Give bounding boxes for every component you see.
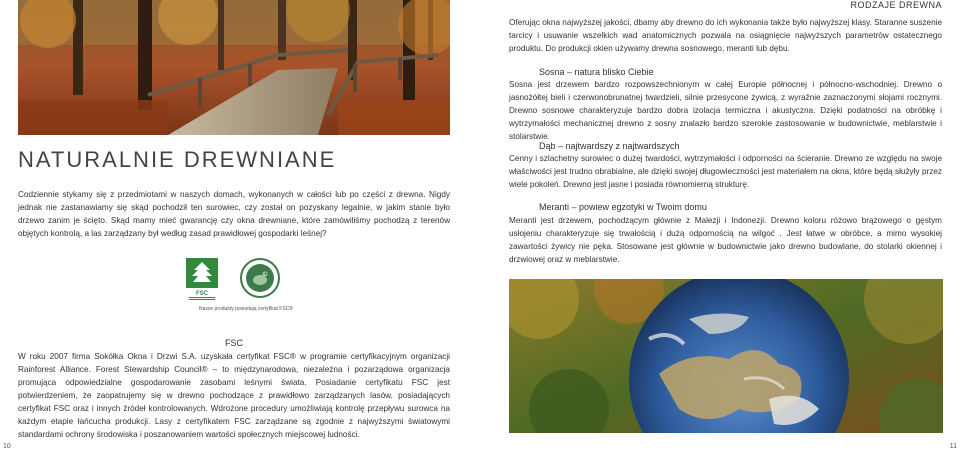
rainforest-alliance-logo xyxy=(240,258,280,298)
fsc-section-title: FSC xyxy=(225,338,243,348)
pine-subheading: Sosna – natura blisko Ciebie xyxy=(539,67,654,77)
page-number-left: 10 xyxy=(3,443,11,450)
forest-bridge-photo xyxy=(18,0,450,135)
section-title: RODZAJE DREWNA xyxy=(850,0,942,10)
page-heading: NATURALNIE DREWNIANE xyxy=(18,147,337,172)
oak-paragraph: Cenny i szlachetny surowiec o dużej twardości, wytrzymałości i odporności na ścieranie. Drewno ze względu na swoje właściwości jest trudno obrabialne, ale dzięki swojej długowieczności jest materiałem na okna, które będą służyły przez wiele pokoleń. Drewno jest jasne i posiada równomierną strukturę. xyxy=(509,154,942,189)
page-number-right: 11 xyxy=(949,443,957,450)
fsc-logo-text: FSC xyxy=(196,291,208,297)
meranti-subheading: Meranti – powiew egzotyki w Twoim domu xyxy=(539,202,707,212)
intro-paragraph: Codziennie stykamy się z przedmiotami w naszych domach, wykonanych w całości lub po części z drewna. Nigdy jednak nie zastanawiamy się skąd pochodził ten surowiec, czy został on pozyskany legalnie, w jakim stanie było drzewo zanim je ścięto. Skąd mamy mieć gwarancję czy okna drewniane, które zamówiliśmy pochodzą z terenów objętych kontrolą, a las zarządzany był według zasad prawidłowej gospodarki leśnej? xyxy=(18,190,450,238)
certificate-caption: Nasze produkty posiadają certyfikat FSC® xyxy=(198,306,293,312)
pine-paragraph: Sosna jest drzewem bardzo rozpowszechnionym w całej Europie północnej i północno-wschodniej. Drewno o jasnożółtej bieli i czerwonobrunatnej twardzieli, silnie przesycone żywicą, z wyraźnie zaznaczonymi słojami rocznymi. Drewno sosnowe charakteryzuje bardzo dobra izolacja termiczna i akustyczna. Dzięki podatności na obróbkę i wytrzymałości mechanicznej drewno z sosny znalazło bardzo szerokie zastosowanie w budownictwie, meblarstwie i stolarstwie. xyxy=(509,80,942,141)
meranti-paragraph: Meranti jest drzewem, pochodzącym głównie z Malezji i Indonezji. Drewno koloru różowo brązowego o gęstym usłojeniu charakteryzuje się trwałością i dużą odpornością na wilgoć . Jest łatwe w obróbce, a mimo wysokiej zawartości żywicy nie pęka. Stosowane jest głównie w budownictwie jako drewno budowlane, do stolarki okiennej i drzwiowej oraz w meblarstwie. xyxy=(509,216,942,264)
fsc-logo xyxy=(186,258,218,302)
oak-subheading: Dąb – najtwardszy z najtwardszych xyxy=(539,141,680,151)
fsc-paragraph: W roku 2007 firma Sokółka Okna i Drzwi S.A. uzyskała certyfikat FSC® w programie certyfikacyjnym organizacji Rainforest Alliance. Forest Stewardship Council® – to międzynarodowa, niezależna i pozarządowa organizacja promująca odpowiedzialne gospodarowanie zasobami leśnymi świata. Posiadanie certyfikatu FSC jest potwierdzeniem, że zaopatrujemy się w drewno pochodzące z prawidłowo zarządzanych lasów, posiadających certyfikat FSC oraz i innych źródeł kontrolowanych. Wdrożone procedury umożliwiają kontrolę przepływu surowca na każdym etapie łańcucha produkcji. Lasy z certyfikatem FSC zarządzane są zgodnie z najwyższymi światowymi standardami ochrony środowiska i poszanowaniem wartości społecznych miejscowej ludności. xyxy=(18,352,450,439)
section-intro-paragraph: Oferując okna najwyższej jakości, dbamy aby drewno do ich wykonania także było najwyższej klasy. Staranne suszenie tarcicy i usuwanie wszelkich wad anatomicznych pozwala na osiągnięcie najwyższych parametrów ostatecznego produktu. Do produkcji okien używamy drewna sosnowego, meranti lub dębu. xyxy=(509,18,942,53)
earth-forest-photo xyxy=(509,279,943,433)
